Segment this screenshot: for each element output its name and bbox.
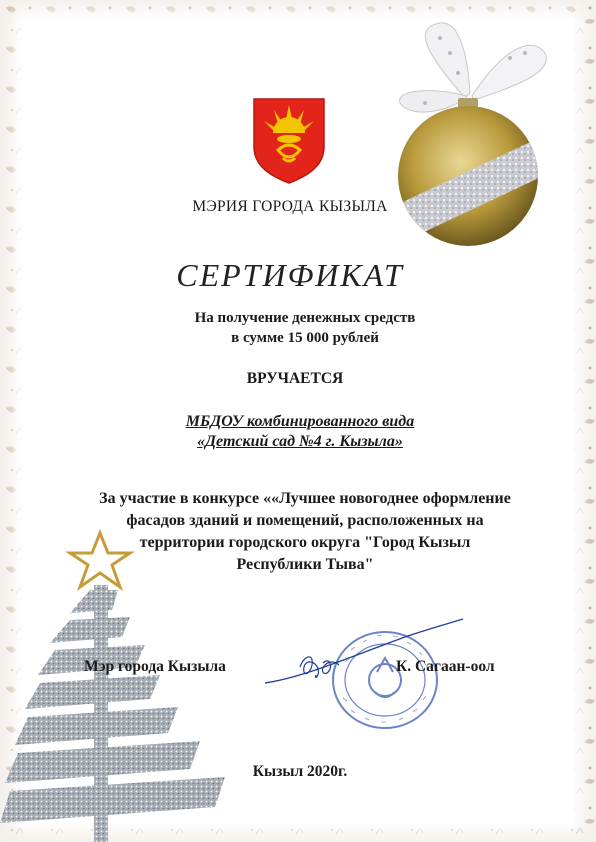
reason-line: территории городского округа "Город Кызыл xyxy=(139,534,471,551)
place-and-date: Кызыл 2020г. xyxy=(252,763,348,780)
reason-line: Республики Тыва" xyxy=(236,556,374,573)
reason-line: фасадов зданий и помещений, расположенных на xyxy=(126,512,484,529)
reason-line: За участие в конкурсе ««Лучшее новогоднее оформление xyxy=(99,490,511,507)
reason-text xyxy=(60,488,550,576)
signer-position: Мэр города Кызыла xyxy=(84,658,226,675)
handwritten-signature xyxy=(265,615,465,695)
purpose-line: в сумме 15 000 рублей xyxy=(231,330,379,346)
signer-name: К. Сагаан-оол xyxy=(396,658,495,675)
issuer-name: МЭРИЯ ГОРОДА КЫЗЫЛА xyxy=(192,198,388,215)
recipient-name xyxy=(130,412,470,452)
certificate-title: СЕРТИФИКАТ xyxy=(176,257,404,293)
purpose-line: На получение денежных средств xyxy=(194,310,416,326)
kyzyl-coat-of-arms-icon xyxy=(250,95,328,185)
recipient-line: «Детский сад №4 г. Кызыла» xyxy=(197,433,403,450)
purpose-text xyxy=(140,308,470,348)
recipient-line: МБДОУ комбинированного вида xyxy=(185,413,415,430)
awarded-label: ВРУЧАЕТСЯ xyxy=(246,370,344,387)
